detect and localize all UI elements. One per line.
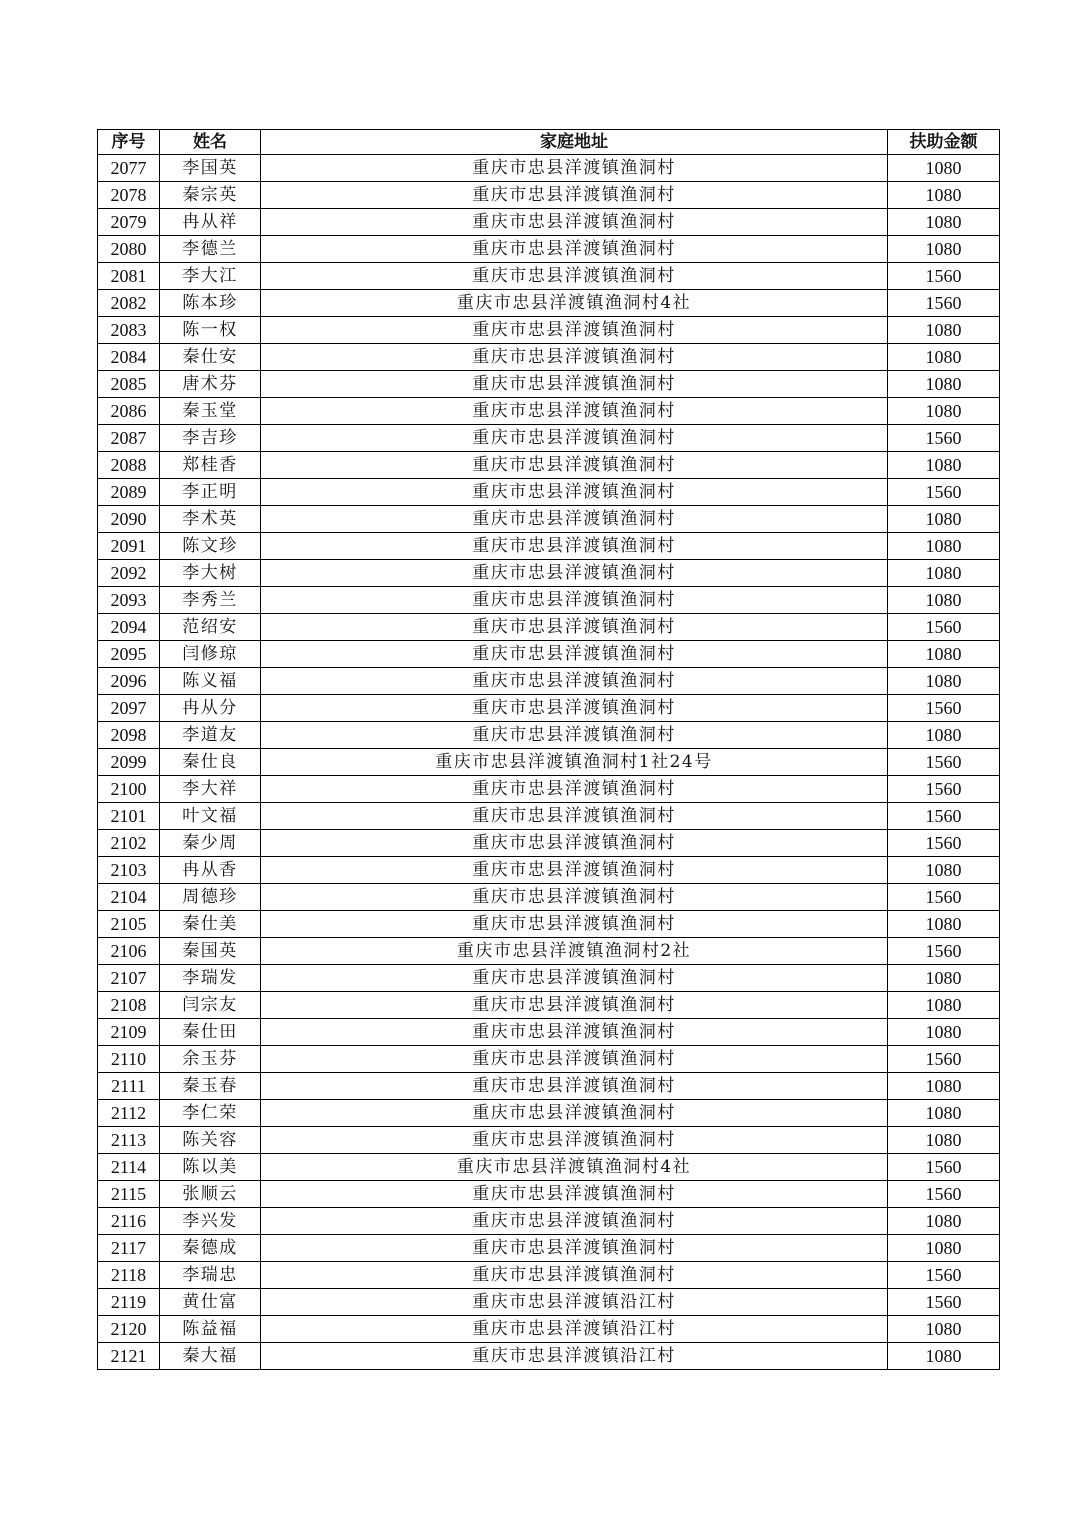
cell-serial-no: 2097	[98, 695, 160, 722]
cell-amount: 1560	[888, 1262, 1000, 1289]
cell-name: 秦宗英	[160, 182, 261, 209]
cell-amount: 1080	[888, 209, 1000, 236]
table-row	[98, 1127, 1000, 1154]
cell-serial-no: 2109	[98, 1019, 160, 1046]
cell-name: 陈义福	[160, 668, 261, 695]
cell-name: 冉从分	[160, 695, 261, 722]
cell-amount: 1080	[888, 398, 1000, 425]
table-row	[98, 290, 1000, 317]
cell-address: 重庆市忠县洋渡镇渔洞村1社24号	[261, 749, 888, 776]
cell-serial-no: 2113	[98, 1127, 160, 1154]
cell-address: 重庆市忠县洋渡镇渔洞村	[261, 344, 888, 371]
table-row	[98, 560, 1000, 587]
cell-address: 重庆市忠县洋渡镇渔洞村	[261, 1073, 888, 1100]
cell-name: 秦仕良	[160, 749, 261, 776]
cell-serial-no: 2077	[98, 155, 160, 182]
cell-name: 李正明	[160, 479, 261, 506]
cell-serial-no: 2108	[98, 992, 160, 1019]
cell-name: 李大祥	[160, 776, 261, 803]
cell-serial-no: 2078	[98, 182, 160, 209]
cell-name: 李道友	[160, 722, 261, 749]
cell-name: 张顺云	[160, 1181, 261, 1208]
cell-amount: 1560	[888, 1289, 1000, 1316]
cell-amount: 1560	[888, 938, 1000, 965]
cell-name: 陈益福	[160, 1316, 261, 1343]
cell-name: 陈本珍	[160, 290, 261, 317]
cell-address: 重庆市忠县洋渡镇渔洞村	[261, 236, 888, 263]
cell-address: 重庆市忠县洋渡镇渔洞村	[261, 1127, 888, 1154]
table-row	[98, 1316, 1000, 1343]
cell-amount: 1080	[888, 911, 1000, 938]
cell-serial-no: 2119	[98, 1289, 160, 1316]
cell-address: 重庆市忠县洋渡镇渔洞村	[261, 398, 888, 425]
cell-amount: 1560	[888, 803, 1000, 830]
cell-address: 重庆市忠县洋渡镇渔洞村	[261, 911, 888, 938]
cell-name: 李吉珍	[160, 425, 261, 452]
cell-address: 重庆市忠县洋渡镇渔洞村	[261, 1262, 888, 1289]
cell-name: 陈以美	[160, 1154, 261, 1181]
cell-name: 秦仕田	[160, 1019, 261, 1046]
cell-name: 秦玉堂	[160, 398, 261, 425]
cell-serial-no: 2105	[98, 911, 160, 938]
cell-serial-no: 2086	[98, 398, 160, 425]
cell-amount: 1080	[888, 1343, 1000, 1370]
cell-serial-no: 2085	[98, 371, 160, 398]
cell-serial-no: 2111	[98, 1073, 160, 1100]
cell-serial-no: 2094	[98, 614, 160, 641]
header-row	[98, 130, 1000, 155]
header-address: 家庭地址	[261, 130, 888, 155]
cell-name: 秦玉春	[160, 1073, 261, 1100]
table-row	[98, 479, 1000, 506]
cell-address: 重庆市忠县洋渡镇渔洞村	[261, 533, 888, 560]
cell-serial-no: 2118	[98, 1262, 160, 1289]
cell-amount: 1080	[888, 452, 1000, 479]
table-row	[98, 344, 1000, 371]
table-header	[98, 130, 1000, 155]
cell-amount: 1560	[888, 290, 1000, 317]
cell-amount: 1080	[888, 1208, 1000, 1235]
table-row	[98, 155, 1000, 182]
cell-amount: 1080	[888, 236, 1000, 263]
cell-serial-no: 2115	[98, 1181, 160, 1208]
cell-address: 重庆市忠县洋渡镇渔洞村	[261, 776, 888, 803]
cell-address: 重庆市忠县洋渡镇渔洞村4社	[261, 290, 888, 317]
cell-name: 周德珍	[160, 884, 261, 911]
cell-amount: 1560	[888, 1181, 1000, 1208]
cell-address: 重庆市忠县洋渡镇渔洞村	[261, 182, 888, 209]
cell-amount: 1560	[888, 749, 1000, 776]
cell-amount: 1080	[888, 857, 1000, 884]
cell-amount: 1080	[888, 182, 1000, 209]
cell-address: 重庆市忠县洋渡镇渔洞村	[261, 1181, 888, 1208]
table-row	[98, 182, 1000, 209]
table-row	[98, 992, 1000, 1019]
cell-serial-no: 2096	[98, 668, 160, 695]
cell-name: 郑桂香	[160, 452, 261, 479]
cell-serial-no: 2092	[98, 560, 160, 587]
cell-name: 冉从香	[160, 857, 261, 884]
cell-serial-no: 2089	[98, 479, 160, 506]
cell-address: 重庆市忠县洋渡镇沿江村	[261, 1289, 888, 1316]
table-row	[98, 371, 1000, 398]
cell-address: 重庆市忠县洋渡镇渔洞村	[261, 857, 888, 884]
table-row	[98, 425, 1000, 452]
cell-amount: 1080	[888, 1073, 1000, 1100]
cell-amount: 1560	[888, 614, 1000, 641]
table-row	[98, 236, 1000, 263]
table-row	[98, 722, 1000, 749]
cell-address: 重庆市忠县洋渡镇渔洞村	[261, 884, 888, 911]
table-row	[98, 830, 1000, 857]
cell-serial-no: 2095	[98, 641, 160, 668]
table-row	[98, 1100, 1000, 1127]
table-row	[98, 1019, 1000, 1046]
cell-name: 秦国英	[160, 938, 261, 965]
cell-address: 重庆市忠县洋渡镇渔洞村	[261, 452, 888, 479]
cell-serial-no: 2081	[98, 263, 160, 290]
cell-amount: 1560	[888, 1046, 1000, 1073]
table-row	[98, 209, 1000, 236]
cell-address: 重庆市忠县洋渡镇渔洞村	[261, 1019, 888, 1046]
table-row	[98, 1208, 1000, 1235]
cell-serial-no: 2083	[98, 317, 160, 344]
table-row	[98, 263, 1000, 290]
table-row	[98, 317, 1000, 344]
table-row	[98, 452, 1000, 479]
table-row	[98, 398, 1000, 425]
cell-serial-no: 2100	[98, 776, 160, 803]
cell-address: 重庆市忠县洋渡镇渔洞村	[261, 371, 888, 398]
cell-amount: 1080	[888, 155, 1000, 182]
header-no: 序号	[98, 130, 160, 155]
cell-name: 秦大福	[160, 1343, 261, 1370]
table-row	[98, 506, 1000, 533]
cell-address: 重庆市忠县洋渡镇渔洞村	[261, 1100, 888, 1127]
cell-address: 重庆市忠县洋渡镇渔洞村	[261, 317, 888, 344]
cell-address: 重庆市忠县洋渡镇渔洞村4社	[261, 1154, 888, 1181]
cell-serial-no: 2080	[98, 236, 160, 263]
cell-serial-no: 2093	[98, 587, 160, 614]
table-row	[98, 1289, 1000, 1316]
cell-address: 重庆市忠县洋渡镇渔洞村	[261, 965, 888, 992]
cell-amount: 1080	[888, 344, 1000, 371]
cell-address: 重庆市忠县洋渡镇渔洞村	[261, 668, 888, 695]
table-body	[98, 155, 1000, 1370]
cell-name: 陈一权	[160, 317, 261, 344]
cell-amount: 1080	[888, 560, 1000, 587]
cell-name: 李兴发	[160, 1208, 261, 1235]
cell-amount: 1560	[888, 425, 1000, 452]
header-name: 姓名	[160, 130, 261, 155]
cell-amount: 1080	[888, 371, 1000, 398]
table-row	[98, 1073, 1000, 1100]
cell-name: 余玉芬	[160, 1046, 261, 1073]
cell-name: 叶文福	[160, 803, 261, 830]
table-row	[98, 614, 1000, 641]
cell-name: 冉从祥	[160, 209, 261, 236]
table-row	[98, 533, 1000, 560]
cell-name: 范绍安	[160, 614, 261, 641]
cell-address: 重庆市忠县洋渡镇渔洞村	[261, 992, 888, 1019]
table-row	[98, 965, 1000, 992]
table-row	[98, 587, 1000, 614]
table-row	[98, 884, 1000, 911]
table-row	[98, 1154, 1000, 1181]
table-row	[98, 803, 1000, 830]
table-row	[98, 911, 1000, 938]
cell-name: 秦少周	[160, 830, 261, 857]
cell-amount: 1560	[888, 1154, 1000, 1181]
cell-name: 李德兰	[160, 236, 261, 263]
cell-address: 重庆市忠县洋渡镇渔洞村	[261, 560, 888, 587]
cell-amount: 1560	[888, 263, 1000, 290]
cell-name: 秦仕美	[160, 911, 261, 938]
beneficiary-table	[97, 129, 1000, 1370]
cell-amount: 1080	[888, 1235, 1000, 1262]
cell-serial-no: 2090	[98, 506, 160, 533]
cell-amount: 1080	[888, 317, 1000, 344]
cell-name: 黄仕富	[160, 1289, 261, 1316]
cell-address: 重庆市忠县洋渡镇渔洞村	[261, 1046, 888, 1073]
cell-serial-no: 2116	[98, 1208, 160, 1235]
cell-amount: 1080	[888, 1127, 1000, 1154]
cell-address: 重庆市忠县洋渡镇渔洞村	[261, 506, 888, 533]
cell-name: 李术英	[160, 506, 261, 533]
cell-amount: 1080	[888, 1019, 1000, 1046]
cell-name: 李大树	[160, 560, 261, 587]
cell-name: 陈关容	[160, 1127, 261, 1154]
cell-serial-no: 2114	[98, 1154, 160, 1181]
cell-address: 重庆市忠县洋渡镇渔洞村2社	[261, 938, 888, 965]
cell-address: 重庆市忠县洋渡镇沿江村	[261, 1343, 888, 1370]
table-row	[98, 695, 1000, 722]
cell-address: 重庆市忠县洋渡镇渔洞村	[261, 209, 888, 236]
cell-amount: 1080	[888, 992, 1000, 1019]
cell-serial-no: 2103	[98, 857, 160, 884]
cell-serial-no: 2107	[98, 965, 160, 992]
cell-amount: 1080	[888, 668, 1000, 695]
cell-serial-no: 2121	[98, 1343, 160, 1370]
cell-address: 重庆市忠县洋渡镇渔洞村	[261, 803, 888, 830]
cell-amount: 1560	[888, 830, 1000, 857]
cell-amount: 1560	[888, 695, 1000, 722]
cell-address: 重庆市忠县洋渡镇渔洞村	[261, 695, 888, 722]
cell-serial-no: 2110	[98, 1046, 160, 1073]
cell-address: 重庆市忠县洋渡镇渔洞村	[261, 479, 888, 506]
cell-serial-no: 2091	[98, 533, 160, 560]
cell-amount: 1560	[888, 776, 1000, 803]
cell-address: 重庆市忠县洋渡镇渔洞村	[261, 614, 888, 641]
cell-serial-no: 2082	[98, 290, 160, 317]
cell-amount: 1080	[888, 965, 1000, 992]
cell-name: 唐术芬	[160, 371, 261, 398]
cell-serial-no: 2079	[98, 209, 160, 236]
table-row	[98, 1235, 1000, 1262]
cell-address: 重庆市忠县洋渡镇渔洞村	[261, 263, 888, 290]
cell-serial-no: 2112	[98, 1100, 160, 1127]
cell-name: 闫宗友	[160, 992, 261, 1019]
table-row	[98, 668, 1000, 695]
cell-serial-no: 2098	[98, 722, 160, 749]
cell-name: 闫修琼	[160, 641, 261, 668]
cell-serial-no: 2087	[98, 425, 160, 452]
cell-serial-no: 2104	[98, 884, 160, 911]
table-row	[98, 749, 1000, 776]
cell-address: 重庆市忠县洋渡镇渔洞村	[261, 641, 888, 668]
cell-amount: 1080	[888, 533, 1000, 560]
table-row	[98, 1181, 1000, 1208]
cell-name: 李仁荣	[160, 1100, 261, 1127]
cell-name: 李瑞发	[160, 965, 261, 992]
cell-serial-no: 2120	[98, 1316, 160, 1343]
cell-amount: 1080	[888, 587, 1000, 614]
cell-amount: 1560	[888, 479, 1000, 506]
cell-name: 陈文珍	[160, 533, 261, 560]
cell-amount: 1080	[888, 1100, 1000, 1127]
cell-serial-no: 2117	[98, 1235, 160, 1262]
cell-address: 重庆市忠县洋渡镇渔洞村	[261, 1208, 888, 1235]
cell-address: 重庆市忠县洋渡镇渔洞村	[261, 830, 888, 857]
table-row	[98, 857, 1000, 884]
cell-name: 秦仕安	[160, 344, 261, 371]
cell-name: 秦德成	[160, 1235, 261, 1262]
table-row	[98, 1046, 1000, 1073]
table-row	[98, 1343, 1000, 1370]
cell-address: 重庆市忠县洋渡镇渔洞村	[261, 425, 888, 452]
cell-amount: 1080	[888, 506, 1000, 533]
table-row	[98, 776, 1000, 803]
table-row	[98, 1262, 1000, 1289]
cell-amount: 1080	[888, 722, 1000, 749]
cell-address: 重庆市忠县洋渡镇渔洞村	[261, 587, 888, 614]
cell-serial-no: 2084	[98, 344, 160, 371]
cell-serial-no: 2088	[98, 452, 160, 479]
cell-name: 李瑞忠	[160, 1262, 261, 1289]
cell-address: 重庆市忠县洋渡镇渔洞村	[261, 722, 888, 749]
cell-amount: 1080	[888, 641, 1000, 668]
header-amount: 扶助金额	[888, 130, 1000, 155]
cell-amount: 1560	[888, 884, 1000, 911]
cell-name: 李秀兰	[160, 587, 261, 614]
cell-serial-no: 2102	[98, 830, 160, 857]
cell-serial-no: 2101	[98, 803, 160, 830]
cell-amount: 1080	[888, 1316, 1000, 1343]
cell-address: 重庆市忠县洋渡镇渔洞村	[261, 155, 888, 182]
cell-serial-no: 2099	[98, 749, 160, 776]
cell-serial-no: 2106	[98, 938, 160, 965]
table-row	[98, 641, 1000, 668]
cell-address: 重庆市忠县洋渡镇渔洞村	[261, 1235, 888, 1262]
cell-name: 李国英	[160, 155, 261, 182]
cell-address: 重庆市忠县洋渡镇沿江村	[261, 1316, 888, 1343]
table-row	[98, 938, 1000, 965]
cell-name: 李大江	[160, 263, 261, 290]
